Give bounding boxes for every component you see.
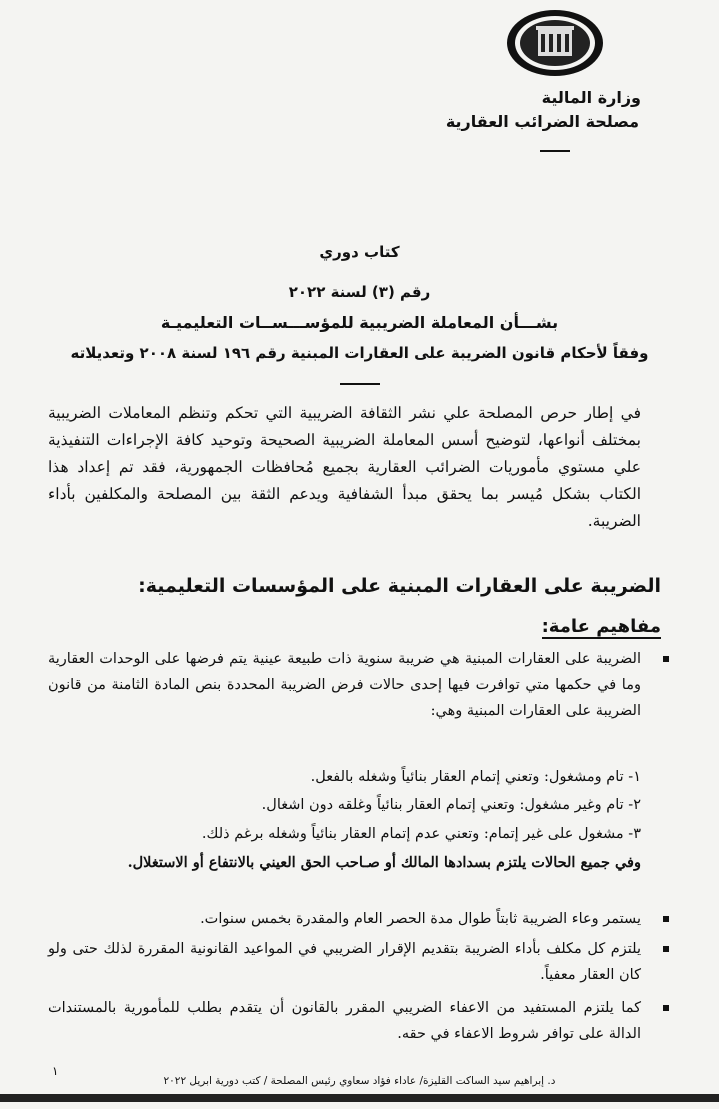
paragraph: وفي جميع الحالات يلتزم بسدادها المالك أو صـاحب الحق العيني بالانتفاع أو الاستغلال. xyxy=(127,854,641,871)
footer-note: د. إبراهيم سيد الساكت القليزة/ عاداء فؤاد سعاوي رئيس المصلحة / كتب دورية ابريل ٢٠٢٢ xyxy=(163,1075,556,1087)
bullet-item xyxy=(48,936,641,988)
document-number: رقم (٣) لسنة ٢٠٢٢ xyxy=(288,283,431,301)
law-reference: وفقاً لأحكام قانون الضريبة على العقارات المبنية رقم ١٩٦ لسنة ٢٠٠٨ وتعديلاته xyxy=(70,344,649,362)
section-heading: الضريبة على العقارات المبنية على المؤسسات التعليمية: xyxy=(138,575,661,597)
bullet-item xyxy=(48,906,641,932)
bullet-text: كما يلتزم المستفيد من الاعفاء الضريبي المقرر بالقانون أن يتقدم بطلب للمأمورية بالمستندات الدالة على توافر شروط الاعفاء في حقه. xyxy=(48,1000,641,1042)
bullet-text: يلتزم كل مكلف بأداء الضريبة بتقديم الإقرار الضريبي في المواعيد القانونية المقررة لذلك حتى ولو كان العقار معفياً. xyxy=(48,941,641,983)
bullet-icon xyxy=(663,916,669,922)
scan-edge-bar xyxy=(0,1094,719,1102)
bullet-item xyxy=(48,995,641,1047)
bullet-item xyxy=(48,646,641,724)
intro-paragraph: في إطار حرص المصلحة علي نشر الثقافة الضريبية التي تحكم وتنظم المعاملات الضريبية بمختلف أنواعها، لتوضيح أسس المعاملة الضريبية الصحيحة وتوحيد كافة الإجراءات التنفيذية علي مستوي مأموريات الضرائب العقارية بجميع مُحافظات الجمهورية، فقد تم إعداد هذا الكتاب بشكل مُيسر بما يحقق مبدأ الشفافية ويدعم الثقة بين المصلحة والمكلفين بأداء الضريبة. xyxy=(48,404,641,530)
header-divider xyxy=(540,150,570,152)
bullet-icon xyxy=(663,946,669,952)
page-number: ١ xyxy=(52,1064,59,1078)
authority-name: مصلحة الضرائب العقارية xyxy=(445,112,639,131)
ministry-name: وزارة المالية xyxy=(541,88,641,107)
bullet-text: يستمر وعاء الضريبة ثابتاً طوال مدة الحصر العام والمقدرة بخمس سنوات. xyxy=(200,911,641,927)
title-divider xyxy=(340,383,380,385)
bullet-icon xyxy=(663,656,669,662)
bullet-icon xyxy=(663,1005,669,1011)
sub-heading xyxy=(41,616,661,637)
ministry-seal-logo xyxy=(505,8,605,78)
document-subject: بشـــأن المعاملة الضريبية للمؤســـســات التعليميـة xyxy=(160,313,559,332)
numbered-item: ٣- مشغول على غير إتمام: وتعني عدم إتمام العقار بنائياً وشغله برغم ذلك. xyxy=(201,826,641,842)
sub-heading-text: مفاهيم عامة: xyxy=(541,616,661,637)
bullet-text: الضريبة على العقارات المبنية هي ضريبة سنوية ذات طبيعة عينية يتم فرضها على الوحدات العقارية وما في حكمها متي توافرت فيها إحدى حالات فرض الضريبة المحددة بنص المادة الثامنة من قانون الضريبة على العقارات المبنية وهي: xyxy=(48,651,641,719)
numbered-item: ٢- تام وغير مشغول: وتعني إتمام العقار بنائياً وغلقه دون اشغال. xyxy=(261,797,641,813)
numbered-item: ١- تام ومشغول: وتعني إتمام العقار بنائياً وشغله بالفعل. xyxy=(310,769,641,785)
document-type: كتاب دوري xyxy=(319,243,400,261)
